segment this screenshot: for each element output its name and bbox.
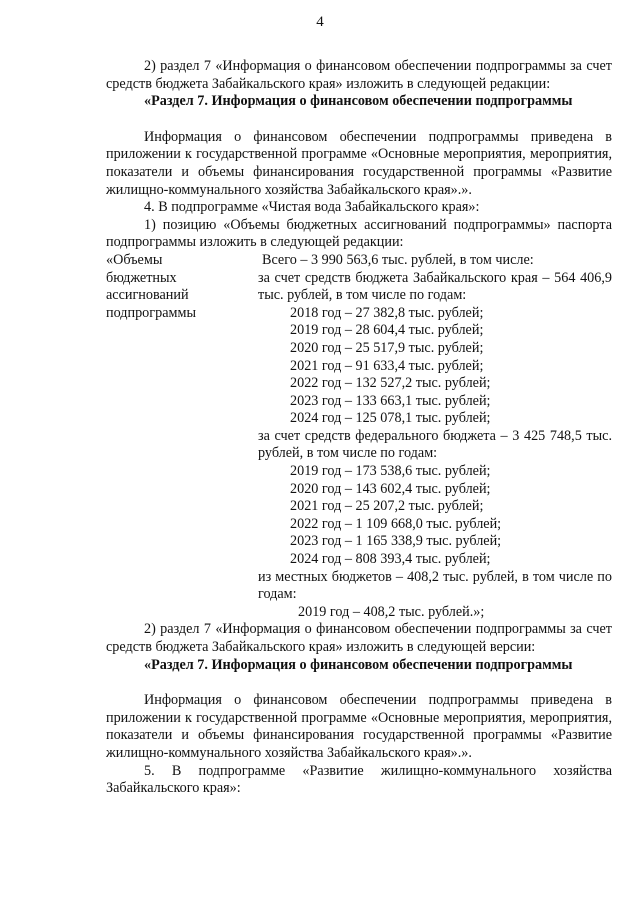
passport-left-line: «Объемы bbox=[106, 251, 163, 268]
spacer bbox=[106, 674, 612, 692]
federal-year: 2022 год – 1 109 668,0 тыс. рублей; bbox=[290, 515, 502, 532]
item4-title: 4. В подпрограмме «Чистая вода Забайкальского края»: bbox=[144, 199, 480, 216]
block2-heading: «Раздел 7. Информация о финансовом обеспечении подпрограммы bbox=[144, 656, 573, 673]
regional-year: 2020 год – 25 517,9 тыс. рублей; bbox=[290, 339, 484, 356]
regional-year: 2022 год – 132 527,2 тыс. рублей; bbox=[290, 375, 491, 392]
regional-year: 2019 год – 28 604,4 тыс. рублей; bbox=[290, 322, 484, 339]
block2-intro: 2) раздел 7 «Информация о финансовом обеспечении подпрограммы за счет средств бюджета Забайкальского края» изложить в следующей версии: bbox=[106, 621, 612, 655]
federal-year: 2020 год – 143 602,4 тыс. рублей; bbox=[290, 480, 491, 497]
federal-year: 2023 год – 1 165 338,9 тыс. рублей; bbox=[290, 533, 502, 550]
federal-year: 2024 год – 808 393,4 тыс. рублей; bbox=[290, 551, 491, 568]
item4-point1: 1) позицию «Объемы бюджетных ассигнований подпрограммы» паспорта подпрограммы изложить в следующей редакции: bbox=[106, 216, 612, 251]
block1-heading: «Раздел 7. Информация о финансовом обеспечении подпрограммы bbox=[144, 93, 573, 110]
regional-year: 2023 год – 133 663,1 тыс. рублей; bbox=[290, 392, 491, 409]
passport-left-line: ассигнований bbox=[106, 287, 189, 304]
block2-text: Информация о финансовом обеспечении подпрограммы приведена в приложении к государственной программе «Основные мероприятия, мероприятия, показатели и объемы финансирования государственной программы «Развитие жилищно-коммунального хозяйства Забайкальского края».». bbox=[106, 692, 612, 761]
item5-title: 5. В подпрограмме «Развитие жилищно-коммунального хозяйства Забайкальского края»: bbox=[106, 762, 612, 797]
passport-total: Всего – 3 990 563,6 тыс. рублей, в том числе: bbox=[262, 251, 534, 268]
block1-intro: 2) раздел 7 «Информация о финансовом обеспечении подпрограммы за счет средств бюджета Забайкальского края» изложить в следующей редакции: bbox=[106, 58, 612, 92]
local-year: 2019 год – 408,2 тыс. рублей.»; bbox=[298, 603, 485, 620]
page-number: 4 bbox=[316, 14, 324, 30]
passport-table bbox=[106, 252, 612, 621]
federal-year: 2019 год – 173 538,6 тыс. рублей; bbox=[290, 463, 491, 480]
regional-intro: за счет средств бюджета Забайкальского края – 564 406,9 тыс. рублей, в том числе по годам: bbox=[258, 269, 612, 304]
regional-year: 2018 год – 27 382,8 тыс. рублей; bbox=[290, 304, 484, 321]
document-body bbox=[106, 58, 612, 798]
passport-left-line: бюджетных bbox=[106, 269, 177, 286]
passport-right-column bbox=[258, 252, 612, 621]
local-intro: из местных бюджетов – 408,2 тыс. рублей, в том числе по годам: bbox=[258, 568, 612, 603]
spacer bbox=[106, 111, 612, 129]
regional-year: 2024 год – 125 078,1 тыс. рублей; bbox=[290, 410, 491, 427]
federal-intro: за счет средств федерального бюджета – 3 425 748,5 тыс. рублей, в том числе по годам: bbox=[258, 427, 612, 462]
regional-year: 2021 год – 91 633,4 тыс. рублей; bbox=[290, 357, 484, 374]
block1-text: Информация о финансовом обеспечении подпрограммы приведена в приложении к государственной программе «Основные мероприятия, мероприятия, показатели и объемы финансирования государственной программы «Развитие жилищно-коммунального хозяйства Забайкальского края».». bbox=[106, 128, 612, 198]
passport-left-column bbox=[106, 252, 258, 621]
federal-year: 2021 год – 25 207,2 тыс. рублей; bbox=[290, 498, 484, 515]
passport-left-line: подпрограммы bbox=[106, 304, 196, 321]
